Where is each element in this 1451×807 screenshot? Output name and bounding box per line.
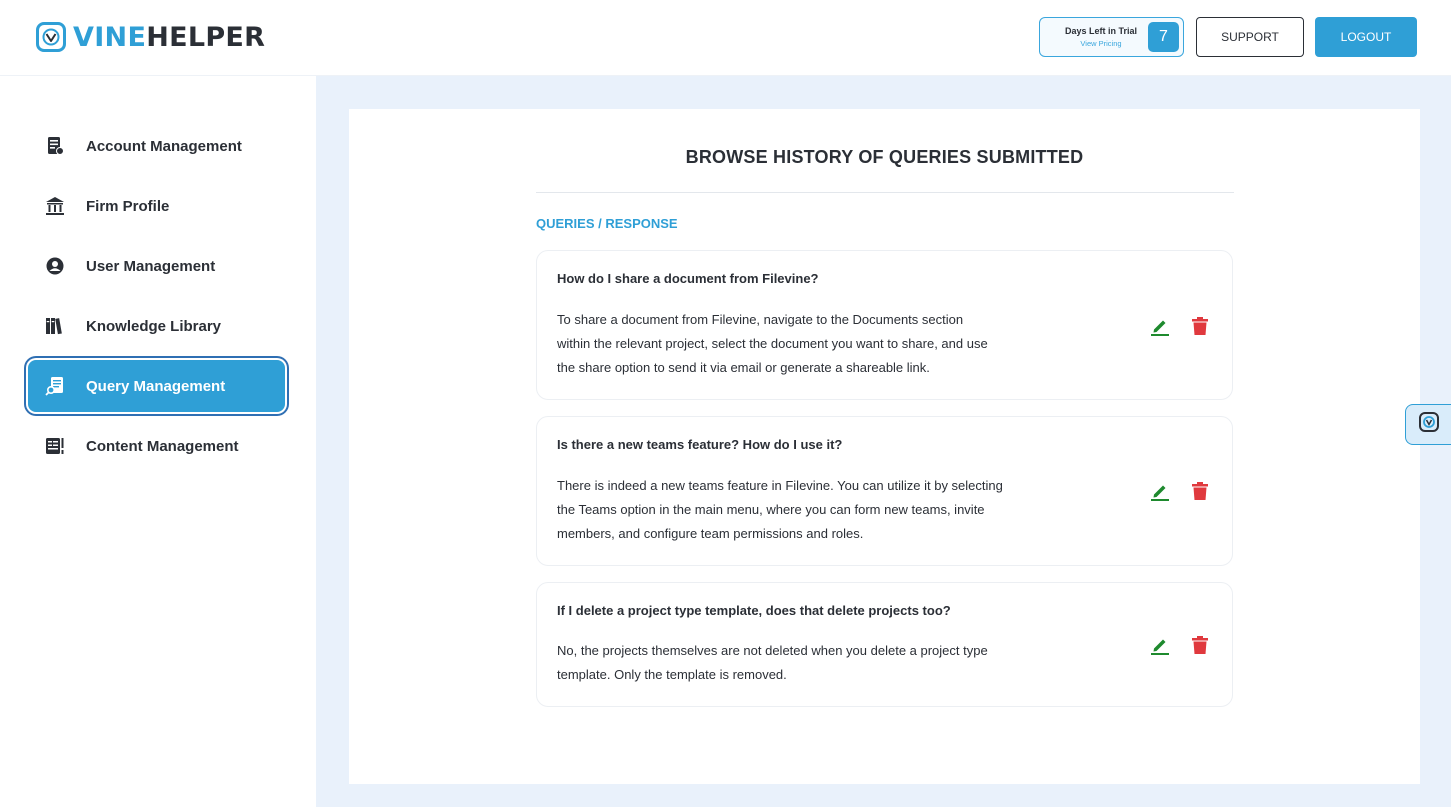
- sidebar-item-account-management[interactable]: [28, 120, 285, 172]
- sidebar-item-knowledge-library[interactable]: [28, 300, 285, 352]
- divider: [536, 192, 1234, 193]
- sidebar-item-content-management[interactable]: [28, 420, 285, 472]
- sidebar-item-user-management[interactable]: [28, 240, 285, 292]
- sidebar-item-label: User Management: [86, 257, 216, 275]
- sidebar-item-label: Knowledge Library: [86, 317, 222, 335]
- query-question: How do I share a document from Filevine?: [557, 271, 819, 286]
- sidebar-item-label: Query Management: [86, 377, 226, 395]
- delete-icon[interactable]: [1190, 481, 1210, 501]
- query-item: [536, 416, 1233, 566]
- document-list-icon: [44, 435, 66, 457]
- edit-icon[interactable]: [1150, 316, 1170, 336]
- trial-days-widget[interactable]: [1039, 17, 1184, 57]
- edit-icon[interactable]: [1150, 635, 1170, 655]
- logout-button[interactable]: LOGOUT: [1315, 17, 1417, 57]
- trial-days-count: 7: [1148, 22, 1179, 52]
- page-title: BROWSE HISTORY OF QUERIES SUBMITTED: [685, 147, 1084, 167]
- query-item: [536, 582, 1233, 707]
- query-search-icon: [44, 375, 66, 397]
- logo-mark-icon: [36, 22, 66, 52]
- query-question: Is there a new teams feature? How do I use it?: [557, 437, 843, 452]
- trial-label: Days Left in Trial: [1064, 26, 1138, 36]
- books-icon: [44, 315, 66, 337]
- section-label: QUERIES / RESPONSE: [536, 216, 678, 231]
- top-header: [0, 0, 1451, 76]
- user-badge-icon: [44, 255, 66, 277]
- sidebar: [0, 76, 316, 807]
- sidebar-item-label: Account Management: [86, 137, 242, 155]
- edit-icon[interactable]: [1150, 481, 1170, 501]
- sidebar-item-firm-profile[interactable]: [28, 180, 285, 232]
- delete-icon[interactable]: [1190, 316, 1210, 336]
- view-pricing-link[interactable]: View Pricing: [1080, 39, 1122, 48]
- delete-icon[interactable]: [1190, 635, 1210, 655]
- query-answer: To share a document from Filevine, navigate to the Documents section within the relevant project, select the document you want to share, and use the share option to send it via email or generate a shareable link.: [557, 312, 988, 375]
- query-answer: No, the projects themselves are not deleted when you delete a project type template. Only the template is removed.: [557, 643, 988, 682]
- brand-name: VINEHELPER: [73, 21, 266, 53]
- sidebar-item-label: Content Management: [86, 437, 239, 455]
- query-answer: There is indeed a new teams feature in Filevine. You can utilize it by selecting the Teams option in the main menu, where you can form new teams, invite members, and configure team permissions and roles.: [557, 478, 1003, 541]
- query-question: If I delete a project type template, does that delete projects too?: [557, 603, 951, 618]
- vinehelper-logo[interactable]: [36, 20, 265, 54]
- bank-icon: [44, 195, 66, 217]
- sidebar-item-query-management[interactable]: [28, 360, 285, 412]
- query-item: [536, 250, 1233, 400]
- floating-help-tab[interactable]: [1405, 404, 1451, 445]
- vinehelper-chat-icon: [1418, 411, 1440, 438]
- ledger-icon: [44, 135, 66, 157]
- sidebar-item-label: Firm Profile: [86, 197, 170, 215]
- support-button[interactable]: SUPPORT: [1196, 17, 1304, 57]
